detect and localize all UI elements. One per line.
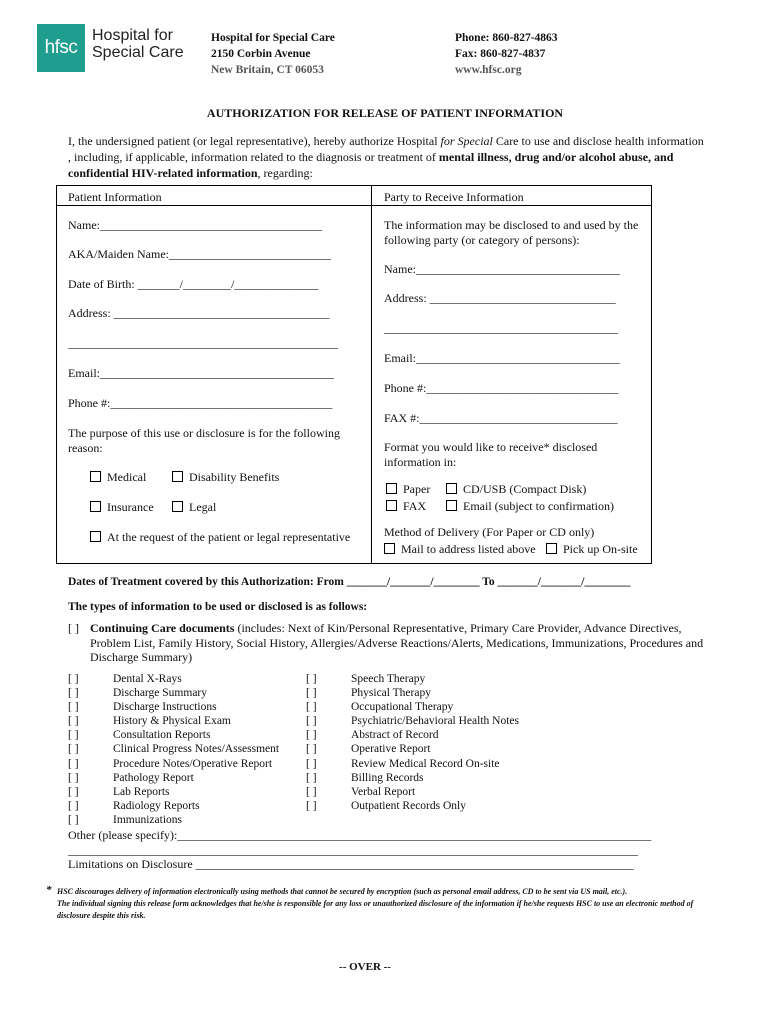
- list-item[interactable]: [68, 813, 182, 827]
- table-header-rule: [56, 205, 651, 206]
- item-checkbox[interactable]: [ ]: [68, 785, 79, 798]
- treatment-dates-field[interactable]: Dates of Treatment covered by this Authorization: From _______/_______/________ To _______/_______/________: [68, 576, 631, 588]
- patient-address-field[interactable]: Address: ____________________________________: [68, 306, 330, 320]
- list-item[interactable]: [68, 785, 170, 799]
- party-name-field[interactable]: Name:__________________________________: [384, 262, 620, 276]
- footnote-star: *: [46, 884, 52, 896]
- item-label: Outpatient Records Only: [351, 799, 466, 812]
- checkbox-icon[interactable]: [90, 531, 101, 542]
- delivery-pickup-option[interactable]: Pick up On-site: [546, 542, 638, 557]
- item-label: Pathology Report: [113, 771, 194, 784]
- item-label: Physical Therapy: [351, 687, 431, 700]
- table-divider: [371, 185, 372, 563]
- item-checkbox[interactable]: [ ]: [306, 715, 317, 728]
- checkbox-icon[interactable]: [90, 471, 101, 482]
- checkbox-icon[interactable]: [546, 543, 557, 554]
- delivery-label: Method of Delivery (For Paper or CD only): [384, 525, 595, 539]
- checkbox-icon[interactable]: [90, 501, 101, 512]
- hospital-address: Hospital for Special Care 2150 Corbin Avenue New Britain, CT 06053: [211, 32, 335, 76]
- purpose-label: The purpose of this use or disclosure is for the following reason:: [68, 426, 340, 455]
- list-item[interactable]: [68, 771, 194, 785]
- item-checkbox[interactable]: [ ]: [306, 743, 317, 756]
- list-item[interactable]: [68, 686, 208, 700]
- list-item[interactable]: [68, 728, 211, 742]
- patient-info-heading: Patient Information: [68, 190, 162, 204]
- item-label: Discharge Instructions: [113, 701, 217, 714]
- party-phone-field[interactable]: Phone #:________________________________: [384, 381, 619, 395]
- checkbox-icon[interactable]: [386, 500, 397, 511]
- checkbox-icon[interactable]: [446, 500, 457, 511]
- checkbox-icon[interactable]: [446, 483, 457, 494]
- format-paper-option[interactable]: Paper: [386, 482, 430, 497]
- item-label: Lab Reports: [113, 785, 170, 798]
- item-checkbox[interactable]: [ ]: [306, 799, 317, 812]
- item-checkbox[interactable]: [ ]: [68, 799, 79, 812]
- purpose-medical-option[interactable]: Medical: [90, 470, 146, 485]
- list-item[interactable]: [68, 757, 273, 771]
- authorization-intro: I, the undersigned patient (or legal representative), hereby authorize Hospital for Special Care to use and disclose health information , including, if applicable, information related to the diagnosis or treatment of mental illness, drug and/or alcohol abuse, and confidential HIV-related information, regarding:: [68, 134, 704, 180]
- format-email-option[interactable]: Email (subject to confirmation): [446, 499, 614, 514]
- list-item[interactable]: [306, 714, 519, 728]
- item-label: Consultation Reports: [113, 729, 211, 742]
- patient-aka-field[interactable]: AKA/Maiden Name:___________________________: [68, 247, 331, 261]
- over-indicator: -- OVER --: [339, 961, 391, 973]
- checkbox-icon[interactable]: [386, 483, 397, 494]
- item-checkbox[interactable]: [ ]: [68, 813, 79, 826]
- right-item-list: [306, 672, 519, 813]
- patient-email-field[interactable]: Email:_______________________________________: [68, 366, 334, 380]
- list-item[interactable]: [306, 672, 426, 686]
- item-checkbox[interactable]: [ ]: [306, 673, 317, 685]
- format-label: Format you would like to receive* disclosed information in:: [384, 440, 598, 469]
- purpose-request-option[interactable]: At the request of the patient or legal representative: [90, 530, 350, 545]
- item-checkbox[interactable]: [ ]: [68, 715, 79, 728]
- patient-name-field[interactable]: Name:_____________________________________: [68, 218, 322, 232]
- list-item[interactable]: [306, 785, 416, 799]
- item-label: Immunizations: [113, 813, 182, 826]
- list-item[interactable]: [306, 700, 454, 714]
- types-heading: The types of information to be used or disclosed is as follows:: [68, 601, 368, 613]
- item-label: Occupational Therapy: [351, 701, 454, 714]
- party-fax-field[interactable]: FAX #:_________________________________: [384, 411, 618, 425]
- footnote-text: HSC discourages delivery of information electronically using methods that cannot be secured by encryption (such as personal email address, CD to be sent via US mail, etc.). The individual signing this release form acknowledges that he/she is responsible for any loss or unauthorized disclosure of the information if he/she requests HSC to use an electronic method of disclosure despite this risk.: [57, 887, 694, 920]
- patient-address-line2[interactable]: _____________________________________________: [68, 336, 338, 350]
- checkbox-icon[interactable]: [172, 471, 183, 482]
- form-title: AUTHORIZATION FOR RELEASE OF PATIENT INFORMATION: [206, 106, 564, 120]
- format-fax-option[interactable]: FAX: [386, 499, 426, 514]
- item-checkbox[interactable]: [ ]: [306, 687, 317, 700]
- patient-phone-field[interactable]: Phone #:_____________________________________: [68, 396, 333, 410]
- item-checkbox[interactable]: [ ]: [68, 757, 79, 770]
- item-label: Verbal Report: [351, 785, 416, 798]
- item-checkbox[interactable]: [ ]: [306, 701, 317, 714]
- list-item[interactable]: [68, 742, 280, 756]
- hospital-contact: Phone: 860-827-4863 Fax: 860-827-4837 www.hfsc.org: [455, 32, 558, 76]
- checkbox-icon[interactable]: [172, 501, 183, 512]
- continuing-care-checkbox[interactable]: [ ]: [68, 621, 79, 635]
- item-label: Discharge Summary: [113, 687, 208, 700]
- item-label: Operative Report: [351, 743, 431, 756]
- item-label: Speech Therapy: [351, 673, 426, 685]
- list-item[interactable]: [68, 799, 200, 813]
- party-email-field[interactable]: Email:__________________________________: [384, 351, 620, 365]
- item-label: Dental X-Rays: [113, 673, 182, 685]
- other-specify-line2[interactable]: _______________________________________________________________________________________________: [68, 843, 638, 857]
- item-checkbox[interactable]: [ ]: [68, 743, 79, 756]
- item-label: Review Medical Record On-site: [351, 757, 500, 770]
- item-checkbox[interactable]: [ ]: [68, 673, 79, 685]
- continuing-care-description: Continuing Care documents (includes: Next of Kin/Personal Representative, Primary Care Provider, Advance Directives, Problem List, Family History, Social History, Allergies/Adverse Reactions/Alerts, Medications, Immunizations, Procedures and Discharge Summary): [90, 621, 704, 664]
- checkbox-icon[interactable]: [384, 543, 395, 554]
- hfsc-logo-mark: hfsc: [37, 24, 85, 72]
- item-checkbox[interactable]: [ ]: [306, 785, 317, 798]
- purpose-disability-option[interactable]: Disability Benefits: [172, 470, 279, 485]
- other-specify-field[interactable]: Other (please specify):_______________________________________________________________________________: [68, 828, 652, 842]
- list-item[interactable]: [306, 757, 500, 771]
- party-description: The information may be disclosed to and used by the following party (or category of persons):: [384, 218, 639, 247]
- item-checkbox[interactable]: [ ]: [306, 729, 317, 742]
- delivery-mail-option[interactable]: Mail to address listed above: [384, 542, 536, 557]
- item-label: Abstract of Record: [351, 729, 439, 742]
- item-label: History & Physical Exam: [113, 715, 231, 728]
- party-address-field[interactable]: Address: _______________________________: [384, 291, 616, 305]
- party-info-heading: Party to Receive Information: [384, 190, 524, 204]
- party-address-line2[interactable]: _______________________________________: [384, 321, 618, 335]
- item-label: Clinical Progress Notes/Assessment: [113, 743, 280, 756]
- item-checkbox[interactable]: [ ]: [68, 729, 79, 742]
- purpose-legal-option[interactable]: Legal: [172, 500, 216, 515]
- list-item[interactable]: [68, 700, 217, 714]
- item-checkbox[interactable]: [ ]: [306, 771, 317, 784]
- item-checkbox[interactable]: [ ]: [68, 687, 79, 700]
- limitations-field[interactable]: Limitations on Disclosure _________________________________________________________________________: [68, 857, 634, 871]
- item-label: Radiology Reports: [113, 799, 200, 812]
- list-item[interactable]: [306, 742, 431, 756]
- list-item[interactable]: [306, 799, 466, 813]
- list-item[interactable]: [306, 771, 424, 785]
- left-item-list: [68, 672, 280, 827]
- item-checkbox[interactable]: [ ]: [68, 771, 79, 784]
- purpose-insurance-option[interactable]: Insurance: [90, 500, 154, 515]
- patient-dob-field[interactable]: Date of Birth: _______/________/______________: [68, 277, 319, 291]
- list-item[interactable]: [306, 686, 431, 700]
- item-label: Billing Records: [351, 771, 424, 784]
- item-checkbox[interactable]: [ ]: [68, 701, 79, 714]
- list-item[interactable]: [68, 672, 182, 686]
- item-checkbox[interactable]: [ ]: [306, 757, 317, 770]
- list-item[interactable]: [68, 714, 231, 728]
- hospital-logo-text: Hospital for Special Care: [92, 27, 184, 61]
- item-label: Procedure Notes/Operative Report: [113, 757, 273, 770]
- list-item[interactable]: [306, 728, 439, 742]
- item-label: Psychiatric/Behavioral Health Notes: [351, 715, 519, 728]
- format-cd-option[interactable]: CD/USB (Compact Disk): [446, 482, 586, 497]
